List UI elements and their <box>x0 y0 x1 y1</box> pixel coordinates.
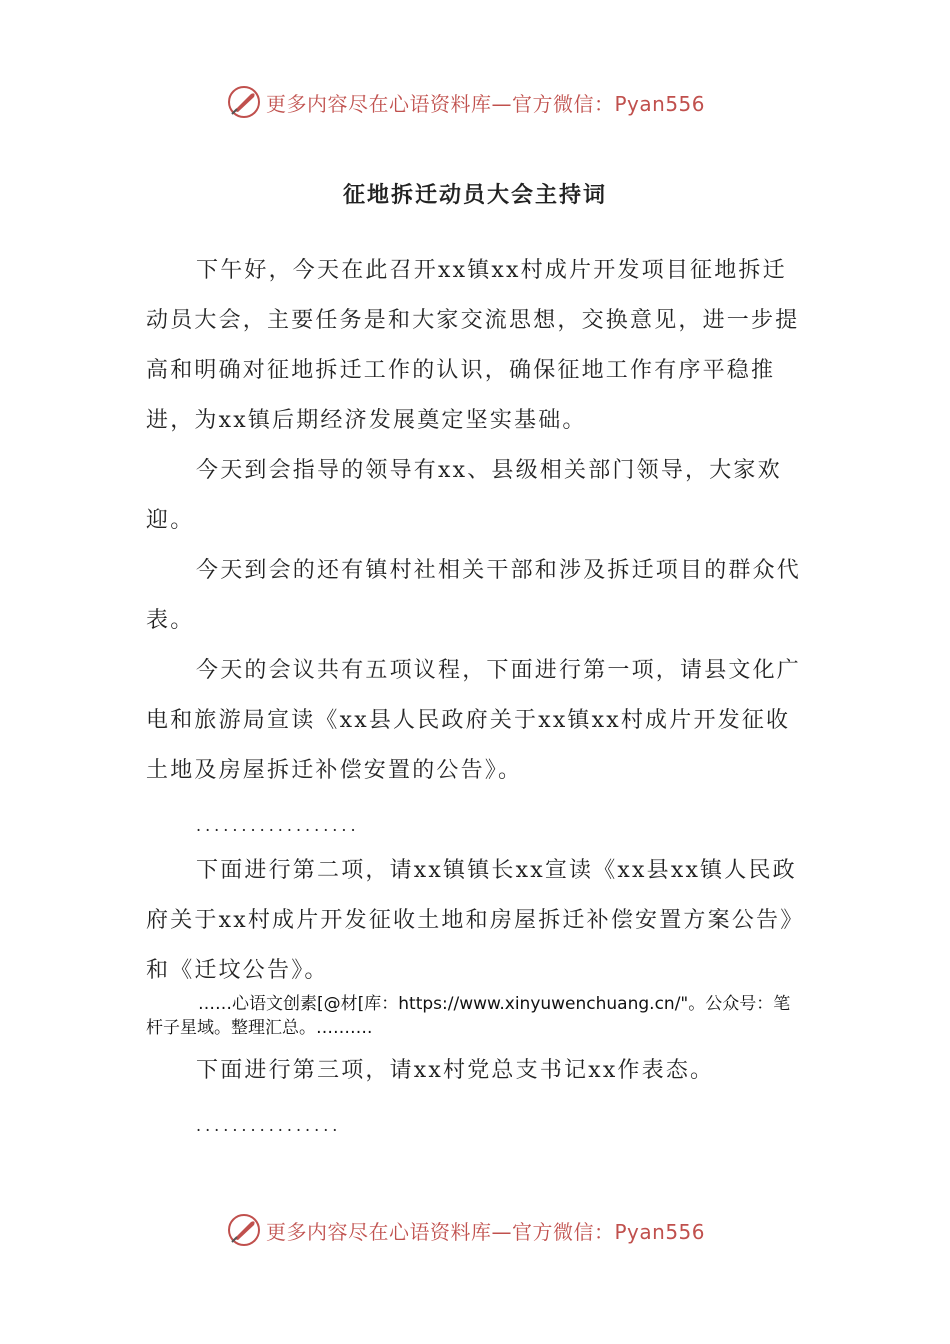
quill-logo-icon <box>226 84 262 120</box>
ellipsis-separator: .................. <box>196 816 360 835</box>
header-banner <box>226 82 705 122</box>
document-body <box>146 246 806 996</box>
document-body-continued <box>146 1046 806 1146</box>
banner-text: 更多内容尽在心语资料库—官方微信：Pyan556 <box>266 91 706 116</box>
footer-banner <box>226 1210 705 1250</box>
paragraph: 今天到会指导的领导有xx、县级相关部门领导，大家欢迎。 <box>146 458 782 533</box>
paragraph: 下面进行第三项，请xx村党总支书记xx作表态。 <box>196 1058 715 1083</box>
paragraph: 今天的会议共有五项议程，下面进行第一项，请县文化广电和旅游局宣读《xx县人民政府关于xx镇xx村成片开发征收土地及房屋拆迁补偿安置的公告》。 <box>146 658 802 783</box>
paragraph: 下面进行第二项，请xx镇镇长xx宣读《xx县xx镇人民政府关于xx村成片开发征收土地和房屋拆迁补偿安置方案公告》和《迁坟公告》。 <box>146 858 805 983</box>
paragraph: 下午好，今天在此召开xx镇xx村成片开发项目征地拆迁动员大会，主要任务是和大家交流思想，交换意见，进一步提高和明确对征地拆迁工作的认识，确保征地工作有序平稳推进，为xx镇后期经济发展奠定坚实基础。 <box>146 258 800 433</box>
source-note: ……心语文创素[@材[库：https://www.xinyuwenchuang.cn/"。公众号：笔杆子星域。整理汇总。………. <box>146 994 791 1038</box>
ellipsis-separator: ................ <box>196 1116 342 1135</box>
quill-logo-icon <box>226 1212 262 1248</box>
document-title: 征地拆迁动员大会主持词 <box>342 182 607 208</box>
paragraph: 今天到会的还有镇村社相关干部和涉及拆迁项目的群众代表。 <box>146 558 802 633</box>
banner-text: 更多内容尽在心语资料库—官方微信：Pyan556 <box>266 1219 706 1244</box>
